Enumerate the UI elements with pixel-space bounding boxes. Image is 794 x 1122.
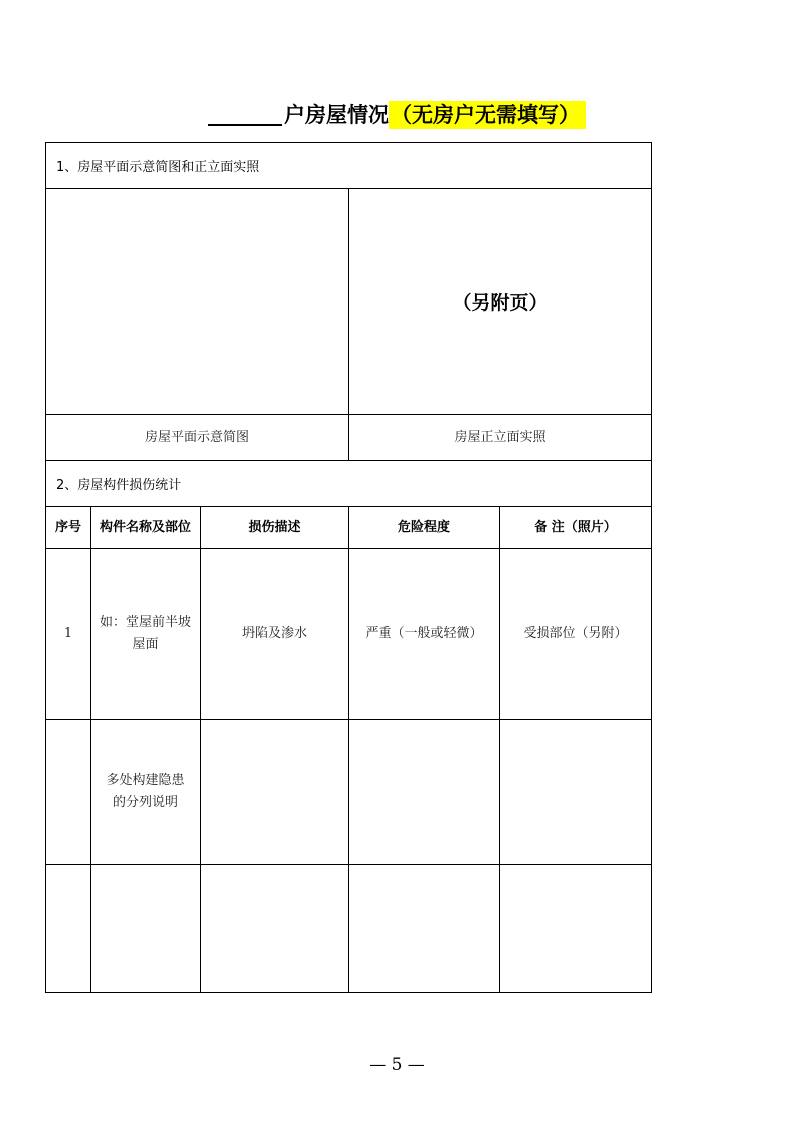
page-number: — 5 — (369, 1055, 425, 1075)
section2-heading: 2、房屋构件损伤统计 (46, 461, 652, 507)
row2-damage[interactable] (201, 720, 349, 865)
row3-remark[interactable] (500, 865, 652, 993)
row3-severity[interactable] (349, 865, 500, 993)
row2-remark[interactable] (500, 720, 652, 865)
section1-heading: 1、房屋平面示意简图和正立面实照 (46, 143, 652, 189)
row1-severity[interactable]: 严重（一般或轻微） (349, 549, 500, 720)
row2-severity[interactable] (349, 720, 500, 865)
row1-no[interactable]: 1 (46, 549, 91, 720)
col-header-damage: 损伤描述 (201, 507, 349, 549)
facade-photo-area[interactable] (349, 189, 652, 415)
household-name-blank[interactable] (208, 98, 282, 126)
table-row (46, 720, 652, 865)
col-header-remark: 备 注（照片） (500, 507, 652, 549)
row3-component[interactable] (91, 865, 201, 993)
col-header-no: 序号 (46, 507, 91, 549)
col-header-component: 构件名称及部位 (91, 507, 201, 549)
row1-remark[interactable]: 受损部位（另附） (500, 549, 652, 720)
row2-component[interactable]: 多处构建隐患的分列说明 (91, 720, 201, 865)
row3-no[interactable] (46, 865, 91, 993)
caption-floor-plan: 房屋平面示意简图 (46, 415, 349, 461)
table-row (46, 865, 652, 993)
row3-damage[interactable] (201, 865, 349, 993)
house-info-table (45, 142, 652, 993)
row1-component[interactable]: 如：堂屋前半坡屋面 (91, 549, 201, 720)
title-highlight-note: （无房户无需填写） (389, 101, 586, 129)
attachment-note: （另附页） (452, 292, 548, 314)
caption-facade-photo: 房屋正立面实照 (349, 415, 652, 461)
col-header-severity: 危险程度 (349, 507, 500, 549)
row2-no[interactable] (46, 720, 91, 865)
title-main: 户房屋情况 (284, 103, 389, 127)
table-row (46, 549, 652, 720)
floor-plan-sketch-area[interactable] (46, 189, 349, 415)
page-title (0, 98, 794, 132)
row1-damage[interactable]: 坍陷及渗水 (201, 549, 349, 720)
